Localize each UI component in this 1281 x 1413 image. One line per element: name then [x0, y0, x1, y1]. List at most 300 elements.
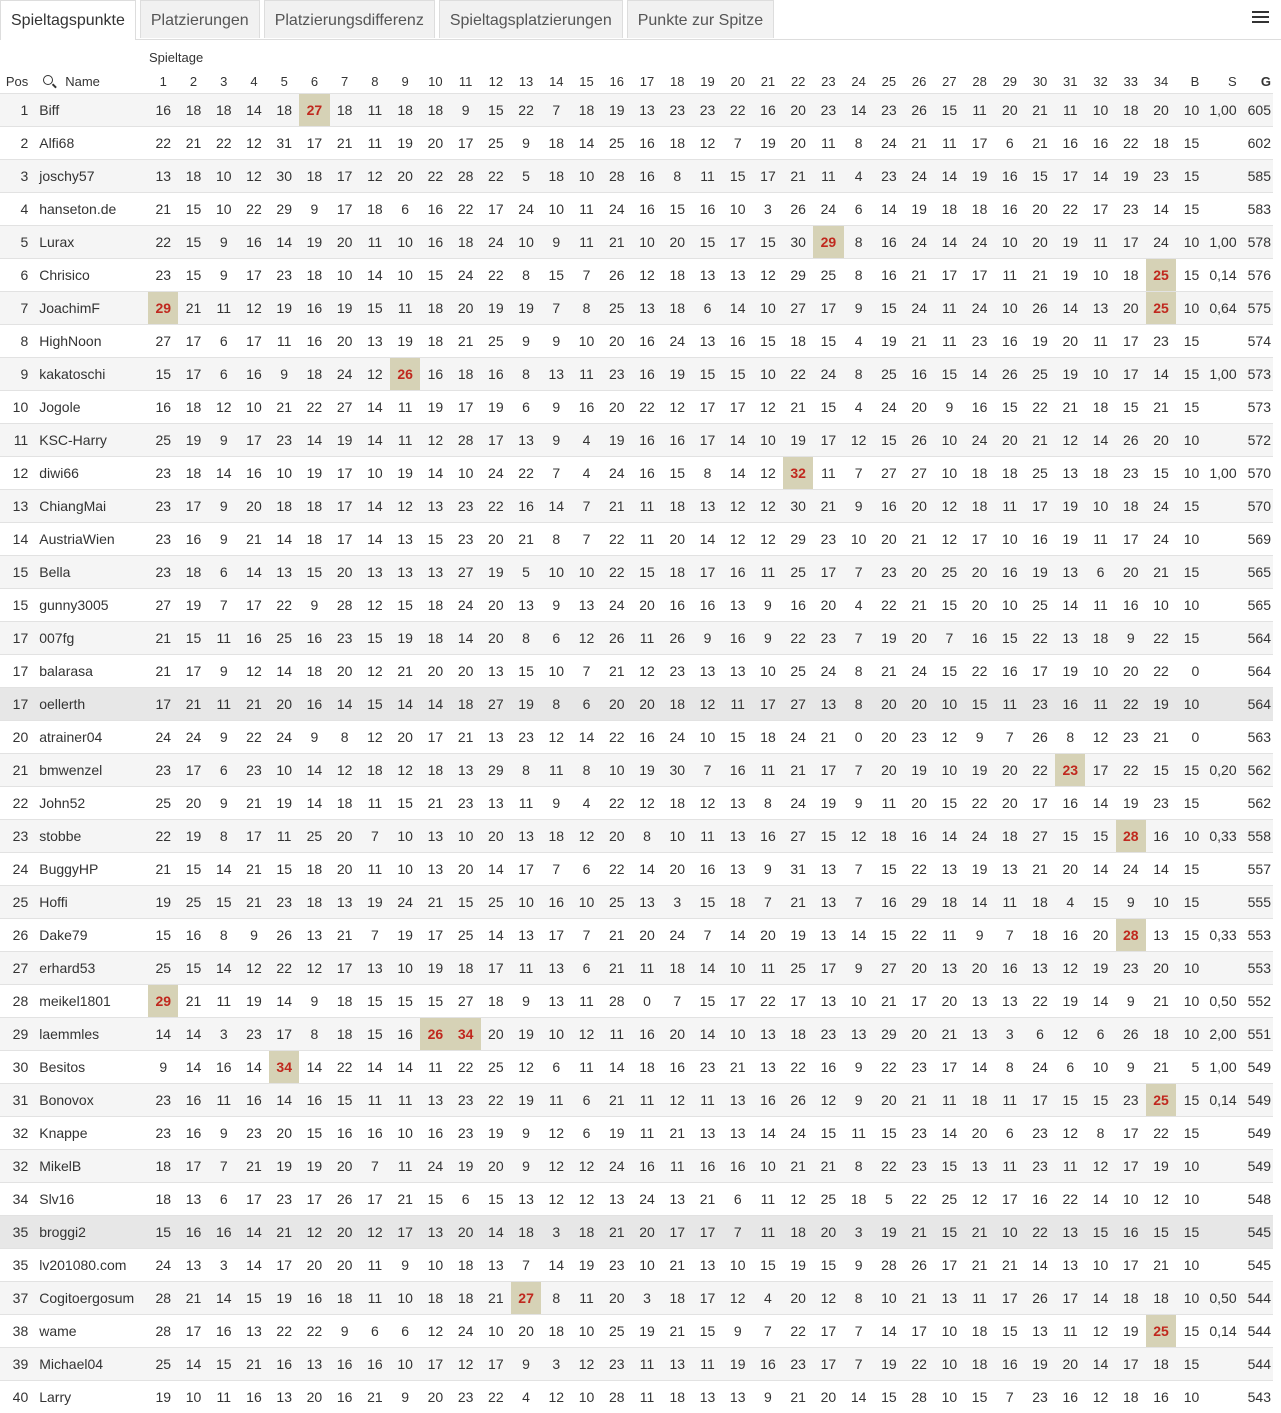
matchday-points-cell: 16 — [753, 94, 783, 127]
matchday-header-3[interactable]: 3 — [209, 70, 239, 94]
matchday-points-cell: 10 — [934, 754, 964, 787]
matchday-points-cell: 17 — [995, 1282, 1025, 1315]
matchday-header-18[interactable]: 18 — [662, 70, 692, 94]
matchday-points-cell: 21 — [995, 1249, 1025, 1282]
matchday-header-15[interactable]: 15 — [571, 70, 601, 94]
matchday-header-5[interactable]: 5 — [269, 70, 299, 94]
matchday-points-cell: 10 — [239, 391, 269, 424]
matchday-points-cell: 19 — [420, 391, 450, 424]
matchday-points-cell: 17 — [692, 424, 722, 457]
matchday-points-cell: 21 — [1025, 94, 1055, 127]
g-header[interactable]: G — [1243, 70, 1273, 94]
matchday-points-cell: 23 — [269, 424, 299, 457]
matchday-points-cell: 12 — [239, 127, 269, 160]
matchday-points-cell: 15 — [178, 853, 208, 886]
table-row[interactable] — [0, 1018, 1273, 1051]
matchday-points-cell: 8 — [1055, 721, 1085, 754]
matchday-points-cell: 26 — [995, 358, 1025, 391]
matchday-points-cell: 7 — [844, 853, 874, 886]
matchday-points-cell: 12 — [964, 1183, 994, 1216]
matchday-points-cell: 23 — [1025, 1117, 1055, 1150]
matchday-points-cell: 3 — [209, 1018, 239, 1051]
matchday-header-32[interactable]: 32 — [1085, 70, 1115, 94]
matchday-points-cell: 27 — [450, 556, 480, 589]
table-row[interactable] — [0, 1051, 1273, 1084]
matchday-points-cell: 15 — [390, 787, 420, 820]
b-header[interactable]: B — [1176, 70, 1201, 94]
matchday-points-cell: 7 — [541, 853, 571, 886]
table-row[interactable] — [0, 1315, 1273, 1348]
search-icon[interactable] — [43, 75, 53, 85]
matchday-points-cell: 13 — [995, 985, 1025, 1018]
matchday-points-cell: 17 — [1025, 1084, 1055, 1117]
table-row[interactable] — [0, 226, 1273, 259]
matchday-points-cell: 14 — [934, 226, 964, 259]
matchday-points-cell: 21 — [662, 1117, 692, 1150]
matchday-points-cell: 17 — [420, 1348, 450, 1381]
table-row[interactable] — [0, 1117, 1273, 1150]
matchday-points-cell: 27 — [511, 1282, 541, 1315]
matchday-points-cell: 21 — [269, 391, 299, 424]
s-cell: 0,50 — [1201, 985, 1242, 1018]
matchday-points-cell: 10 — [571, 160, 601, 193]
table-row[interactable] — [0, 985, 1273, 1018]
b-cell: 15 — [1176, 193, 1201, 226]
table-row[interactable] — [0, 1282, 1273, 1315]
matchday-points-cell: 21 — [602, 1084, 632, 1117]
table-row[interactable] — [0, 1216, 1273, 1249]
matchday-points-cell: 9 — [511, 1117, 541, 1150]
matchday-points-cell: 13 — [723, 1381, 753, 1413]
matchday-points-cell: 12 — [571, 820, 601, 853]
b-cell: 10 — [1176, 1381, 1201, 1413]
s-header[interactable]: S — [1201, 70, 1242, 94]
matchday-header-27[interactable]: 27 — [934, 70, 964, 94]
matchday-points-cell: 10 — [934, 457, 964, 490]
matchday-points-cell: 19 — [178, 820, 208, 853]
matchday-points-cell: 22 — [299, 1315, 329, 1348]
matchday-points-cell: 9 — [299, 721, 329, 754]
matchday-points-cell: 18 — [662, 688, 692, 721]
table-row[interactable] — [0, 490, 1273, 523]
matchday-points-cell: 13 — [481, 787, 511, 820]
matchday-points-cell: 18 — [783, 1018, 813, 1051]
matchday-header-8[interactable]: 8 — [360, 70, 390, 94]
matchday-points-cell: 15 — [874, 919, 904, 952]
matchday-points-cell: 10 — [571, 886, 601, 919]
matchday-points-cell: 10 — [330, 259, 360, 292]
s-cell — [1201, 556, 1242, 589]
matchday-header-17[interactable]: 17 — [632, 70, 662, 94]
matchday-points-cell: 18 — [1025, 919, 1055, 952]
matchday-header-21[interactable]: 21 — [753, 70, 783, 94]
matchday-points-cell: 18 — [178, 556, 208, 589]
matchday-points-cell: 26 — [904, 1249, 934, 1282]
g-cell: 564 — [1243, 688, 1273, 721]
matchday-points-cell: 19 — [783, 1249, 813, 1282]
name-cell: hanseton.de — [31, 193, 148, 226]
matchday-points-cell: 25 — [783, 655, 813, 688]
matchday-points-cell: 14 — [1085, 1282, 1115, 1315]
table-row[interactable] — [0, 1150, 1273, 1183]
pos-header[interactable]: Pos — [0, 70, 31, 94]
matchday-header-25[interactable]: 25 — [874, 70, 904, 94]
matchday-points-cell: 30 — [783, 226, 813, 259]
name-cell: John52 — [31, 787, 148, 820]
matchday-points-cell: 15 — [964, 688, 994, 721]
table-row[interactable] — [0, 853, 1273, 886]
table-row[interactable] — [0, 193, 1273, 226]
matchday-points-cell: 16 — [299, 1084, 329, 1117]
matchday-points-cell: 24 — [874, 391, 904, 424]
matchday-points-cell: 18 — [299, 490, 329, 523]
matchday-points-cell: 22 — [1116, 127, 1146, 160]
matchday-points-cell: 13 — [541, 985, 571, 1018]
matchday-points-cell: 19 — [269, 1282, 299, 1315]
matchday-header-14[interactable]: 14 — [541, 70, 571, 94]
matchday-points-cell: 20 — [874, 1084, 904, 1117]
table-row[interactable] — [0, 292, 1273, 325]
table-row[interactable] — [0, 1348, 1273, 1381]
b-cell: 15 — [1176, 1216, 1201, 1249]
pos-cell: 10 — [0, 391, 31, 424]
pos-cell: 20 — [0, 721, 31, 754]
table-row[interactable] — [0, 655, 1273, 688]
matchday-header-34[interactable]: 34 — [1146, 70, 1176, 94]
matchday-points-cell: 3 — [995, 1018, 1025, 1051]
matchday-header-9[interactable]: 9 — [390, 70, 420, 94]
matchday-header-29[interactable]: 29 — [995, 70, 1025, 94]
matchday-points-cell: 13 — [692, 325, 722, 358]
matchday-header-31[interactable]: 31 — [1055, 70, 1085, 94]
table-row[interactable] — [0, 358, 1273, 391]
matchday-points-cell: 16 — [632, 160, 662, 193]
matchday-points-cell: 16 — [904, 358, 934, 391]
matchday-points-cell: 15 — [178, 259, 208, 292]
matchday-points-cell: 16 — [1116, 1216, 1146, 1249]
matchday-header-13[interactable]: 13 — [511, 70, 541, 94]
matchday-points-cell: 12 — [1085, 1381, 1115, 1413]
matchday-points-cell: 17 — [450, 127, 480, 160]
matchday-header-6[interactable]: 6 — [299, 70, 329, 94]
matchday-points-cell: 8 — [692, 457, 722, 490]
matchday-points-cell: 17 — [904, 1315, 934, 1348]
matchday-header-11[interactable]: 11 — [450, 70, 480, 94]
matchday-points-cell: 17 — [330, 160, 360, 193]
table-row[interactable] — [0, 952, 1273, 985]
matchday-points-cell: 25 — [934, 1183, 964, 1216]
matchday-points-cell: 21 — [1146, 1051, 1176, 1084]
matchday-points-cell: 19 — [964, 754, 994, 787]
b-cell: 15 — [1176, 1348, 1201, 1381]
matchday-points-cell: 24 — [450, 589, 480, 622]
matchday-points-cell: 29 — [783, 523, 813, 556]
matchday-points-cell: 13 — [299, 1348, 329, 1381]
matchday-points-cell: 7 — [662, 985, 692, 1018]
matchday-points-cell: 14 — [874, 193, 904, 226]
matchday-points-cell: 11 — [844, 1117, 874, 1150]
table-row[interactable] — [0, 391, 1273, 424]
matchday-points-cell: 17 — [964, 259, 994, 292]
matchday-points-cell: 9 — [541, 391, 571, 424]
matchday-points-cell: 7 — [541, 94, 571, 127]
matchday-points-cell: 17 — [178, 655, 208, 688]
table-row[interactable] — [0, 424, 1273, 457]
matchday-points-cell: 12 — [1085, 721, 1115, 754]
matchday-points-cell: 20 — [481, 622, 511, 655]
matchday-header-26[interactable]: 26 — [904, 70, 934, 94]
table-row[interactable] — [0, 523, 1273, 556]
table-row[interactable] — [0, 1084, 1273, 1117]
matchday-header-19[interactable]: 19 — [692, 70, 722, 94]
matchday-header-22[interactable]: 22 — [783, 70, 813, 94]
matchday-points-cell: 18 — [662, 952, 692, 985]
matchday-points-cell: 19 — [1055, 358, 1085, 391]
table-row[interactable] — [0, 886, 1273, 919]
table-row[interactable] — [0, 1249, 1273, 1282]
matchday-points-cell: 25 — [481, 325, 511, 358]
name-header[interactable] — [31, 70, 148, 94]
matchday-points-cell: 18 — [299, 259, 329, 292]
matchday-points-cell: 13 — [995, 853, 1025, 886]
matchday-points-cell: 13 — [148, 160, 178, 193]
matchday-points-cell: 21 — [874, 985, 904, 1018]
g-cell: 573 — [1243, 391, 1273, 424]
matchday-points-cell: 19 — [904, 754, 934, 787]
matchday-points-cell: 4 — [571, 457, 601, 490]
matchday-points-cell: 24 — [964, 820, 994, 853]
matchday-points-cell: 24 — [330, 358, 360, 391]
matchday-points-cell: 12 — [541, 1117, 571, 1150]
matchday-points-cell: 16 — [662, 1051, 692, 1084]
matchday-points-cell: 19 — [148, 1381, 178, 1413]
table-row[interactable] — [0, 94, 1273, 127]
matchday-points-cell: 18 — [360, 754, 390, 787]
matchday-points-cell: 14 — [1025, 1249, 1055, 1282]
matchday-points-cell: 13 — [753, 1051, 783, 1084]
matchday-points-cell: 18 — [1116, 490, 1146, 523]
table-row[interactable] — [0, 1381, 1273, 1413]
matchday-points-cell: 19 — [390, 919, 420, 952]
matchday-header-30[interactable]: 30 — [1025, 70, 1055, 94]
matchday-points-cell: 19 — [390, 622, 420, 655]
matchday-points-cell: 24 — [662, 919, 692, 952]
matchday-points-cell: 13 — [420, 853, 450, 886]
matchday-points-cell: 14 — [1055, 292, 1085, 325]
menu-icon[interactable] — [1252, 11, 1269, 27]
matchday-points-cell: 18 — [420, 754, 450, 787]
matchday-points-cell: 18 — [662, 127, 692, 160]
matchday-points-cell: 29 — [148, 292, 178, 325]
matchday-points-cell: 6 — [511, 391, 541, 424]
matchday-points-cell: 17 — [1025, 490, 1055, 523]
tab-2[interactable]: Platzierungsdifferenz — [264, 0, 435, 38]
matchday-points-cell: 23 — [239, 1117, 269, 1150]
matchday-header-7[interactable]: 7 — [330, 70, 360, 94]
matchday-points-cell: 16 — [239, 1084, 269, 1117]
table-row[interactable] — [0, 919, 1273, 952]
name-cell: erhard53 — [31, 952, 148, 985]
name-cell: lv201080.com — [31, 1249, 148, 1282]
pos-cell: 8 — [0, 325, 31, 358]
matchday-points-cell: 22 — [1025, 391, 1055, 424]
matchday-points-cell: 22 — [148, 226, 178, 259]
table-row[interactable] — [0, 589, 1273, 622]
matchday-points-cell: 14 — [299, 1051, 329, 1084]
matchday-points-cell: 14 — [692, 1018, 722, 1051]
matchday-points-cell: 24 — [813, 655, 843, 688]
b-cell: 10 — [1176, 1018, 1201, 1051]
matchday-points-cell: 22 — [1025, 1216, 1055, 1249]
name-cell: Knappe — [31, 1117, 148, 1150]
table-row[interactable] — [0, 127, 1273, 160]
matchday-points-cell: 10 — [209, 193, 239, 226]
matchday-points-cell: 12 — [571, 1018, 601, 1051]
matchday-points-cell: 23 — [904, 1150, 934, 1183]
matchday-points-cell: 19 — [874, 1348, 904, 1381]
matchday-points-cell: 22 — [602, 853, 632, 886]
matchday-points-cell: 19 — [662, 358, 692, 391]
table-row[interactable] — [0, 1183, 1273, 1216]
tab-4[interactable]: Punkte zur Spitze — [627, 0, 774, 38]
matchday-points-cell: 28 — [904, 1381, 934, 1413]
matchday-points-cell: 11 — [602, 1018, 632, 1051]
table-row[interactable] — [0, 721, 1273, 754]
matchday-points-cell: 23 — [692, 94, 722, 127]
table-row[interactable] — [0, 325, 1273, 358]
matchday-points-cell: 18 — [1085, 391, 1115, 424]
matchday-points-cell: 11 — [360, 226, 390, 259]
matchday-points-cell: 16 — [299, 688, 329, 721]
table-row[interactable] — [0, 754, 1273, 787]
table-row[interactable] — [0, 160, 1273, 193]
matchday-points-cell: 14 — [723, 919, 753, 952]
s-cell — [1201, 391, 1242, 424]
matchday-points-cell: 20 — [813, 1216, 843, 1249]
matchday-points-cell: 20 — [813, 589, 843, 622]
matchday-points-cell: 13 — [692, 1381, 722, 1413]
matchday-points-cell: 21 — [783, 886, 813, 919]
matchday-points-cell: 18 — [1116, 259, 1146, 292]
matchday-points-cell: 10 — [1085, 1051, 1115, 1084]
matchday-points-cell: 10 — [269, 457, 299, 490]
matchday-points-cell: 20 — [783, 1282, 813, 1315]
matchday-header-16[interactable]: 16 — [602, 70, 632, 94]
matchday-points-cell: 17 — [1116, 1348, 1146, 1381]
table-row[interactable] — [0, 787, 1273, 820]
matchday-points-cell: 18 — [541, 1315, 571, 1348]
matchday-points-cell: 17 — [934, 1249, 964, 1282]
table-row[interactable] — [0, 556, 1273, 589]
matchday-points-cell: 23 — [148, 523, 178, 556]
matchday-points-cell: 26 — [1025, 1282, 1055, 1315]
matchday-points-cell: 23 — [1055, 754, 1085, 787]
matchday-points-cell: 16 — [148, 94, 178, 127]
matchday-points-cell: 20 — [420, 127, 450, 160]
matchday-points-cell: 22 — [874, 1150, 904, 1183]
matchday-points-cell: 14 — [178, 1018, 208, 1051]
matchday-points-cell: 24 — [602, 1150, 632, 1183]
matchday-points-cell: 13 — [723, 787, 753, 820]
matchday-points-cell: 18 — [390, 94, 420, 127]
table-row[interactable] — [0, 259, 1273, 292]
matchday-points-cell: 24 — [602, 457, 632, 490]
matchday-points-cell: 23 — [148, 457, 178, 490]
matchday-points-cell: 14 — [602, 1051, 632, 1084]
matchday-points-cell: 17 — [269, 1018, 299, 1051]
matchday-points-cell: 7 — [571, 523, 601, 556]
matchday-points-cell: 21 — [178, 985, 208, 1018]
matchday-header-1[interactable]: 1 — [148, 70, 178, 94]
table-row[interactable] — [0, 622, 1273, 655]
tab-0[interactable]: Spieltagspunkte — [0, 0, 136, 40]
table-row[interactable] — [0, 457, 1273, 490]
matchday-points-cell: 10 — [571, 325, 601, 358]
matchday-points-cell: 14 — [1085, 1183, 1115, 1216]
g-cell: 564 — [1243, 622, 1273, 655]
matchday-points-cell: 10 — [844, 985, 874, 1018]
pos-cell: 21 — [0, 754, 31, 787]
matchday-points-cell: 19 — [1146, 688, 1176, 721]
matchday-points-cell: 22 — [299, 391, 329, 424]
table-row[interactable] — [0, 688, 1273, 721]
matchday-points-cell: 15 — [934, 358, 964, 391]
pos-cell: 29 — [0, 1018, 31, 1051]
matchday-points-cell: 14 — [390, 688, 420, 721]
b-cell: 15 — [1176, 391, 1201, 424]
matchday-header-33[interactable]: 33 — [1116, 70, 1146, 94]
matchday-points-cell: 11 — [632, 523, 662, 556]
matchday-points-cell: 15 — [692, 358, 722, 391]
matchday-points-cell: 16 — [1146, 1381, 1176, 1413]
matchday-points-cell: 23 — [269, 259, 299, 292]
matchday-points-cell: 14 — [209, 952, 239, 985]
matchday-header-23[interactable]: 23 — [813, 70, 843, 94]
matchday-points-cell: 17 — [1116, 1150, 1146, 1183]
matchday-points-cell: 25 — [299, 820, 329, 853]
matchday-header-20[interactable]: 20 — [723, 70, 753, 94]
matchday-points-cell: 13 — [571, 589, 601, 622]
matchday-points-cell: 22 — [783, 1051, 813, 1084]
matchday-points-cell: 28 — [602, 1381, 632, 1413]
matchday-points-cell: 10 — [390, 259, 420, 292]
matchday-header-12[interactable]: 12 — [481, 70, 511, 94]
matchday-header-28[interactable]: 28 — [964, 70, 994, 94]
matchday-points-cell: 17 — [1116, 358, 1146, 391]
matchday-points-cell: 27 — [783, 820, 813, 853]
g-cell: 565 — [1243, 589, 1273, 622]
matchday-points-cell: 20 — [904, 1018, 934, 1051]
matchday-points-cell: 23 — [148, 259, 178, 292]
matchday-points-cell: 27 — [299, 94, 329, 127]
matchday-header-4[interactable]: 4 — [239, 70, 269, 94]
matchday-header-24[interactable]: 24 — [844, 70, 874, 94]
matchday-points-cell: 20 — [632, 919, 662, 952]
tab-3[interactable]: Spieltagsplatzierungen — [439, 0, 623, 38]
matchday-points-cell: 19 — [632, 1315, 662, 1348]
b-cell: 10 — [1176, 424, 1201, 457]
tab-1[interactable]: Platzierungen — [140, 0, 260, 38]
matchday-header-10[interactable]: 10 — [420, 70, 450, 94]
matchday-points-cell: 12 — [662, 1084, 692, 1117]
table-row[interactable] — [0, 820, 1273, 853]
matchday-header-2[interactable]: 2 — [178, 70, 208, 94]
matchday-points-cell: 17 — [239, 1183, 269, 1216]
matchday-points-cell: 16 — [239, 358, 269, 391]
matchday-points-cell: 12 — [571, 622, 601, 655]
matchday-points-cell: 13 — [692, 1249, 722, 1282]
matchday-points-cell: 20 — [1025, 226, 1055, 259]
